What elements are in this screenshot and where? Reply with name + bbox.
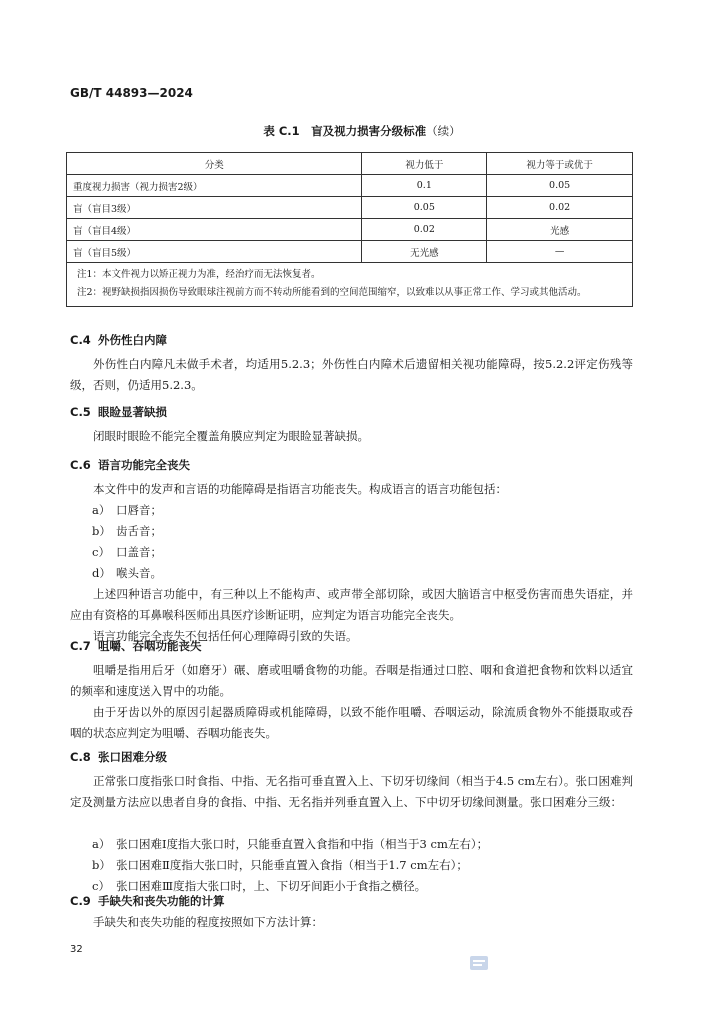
vision-grade-table	[66, 152, 633, 307]
table-cell: 无光感	[362, 241, 487, 263]
list-item-text: 张口困难Ⅲ度指大张口时，上、下切牙间距小于食指之横径。	[116, 879, 427, 893]
page-number: 32	[70, 944, 83, 955]
list-item	[92, 542, 162, 563]
table-caption	[0, 123, 724, 139]
section-heading-c8	[70, 749, 167, 765]
list-item-text: 口盖音；	[116, 545, 162, 559]
column-header: 分类	[67, 153, 362, 175]
table-cell: 0.05	[487, 175, 633, 197]
table-cell: —	[487, 241, 633, 263]
table-note	[77, 284, 622, 302]
section-number: C.9	[70, 894, 91, 908]
table-row	[67, 219, 633, 241]
list-item	[92, 500, 162, 521]
table-header-row	[67, 153, 633, 175]
section-number: C.6	[70, 458, 91, 472]
list-item-text: 口唇音；	[116, 503, 162, 517]
list-item-label: d）	[92, 566, 111, 580]
list-item	[92, 834, 488, 855]
list-item	[92, 521, 162, 542]
section-title: 外伤性白内障	[98, 333, 167, 347]
note-label: 注1：	[77, 269, 103, 280]
table-notes	[67, 263, 633, 307]
paragraph: 闭眼时眼睑不能完全覆盖角膜应判定为眼睑显著缺损。	[93, 429, 369, 443]
list-item	[92, 563, 162, 584]
note-label: 注2：	[77, 287, 103, 298]
table-cell: 0.02	[362, 219, 487, 241]
section-heading-c9	[70, 893, 225, 909]
publisher-logo-icon	[470, 956, 488, 970]
table-cell: 盲（盲目5级）	[67, 241, 362, 263]
list-item-label: b）	[92, 858, 111, 872]
table-caption-title: 表 C.1 盲及视力损害分级标准	[263, 124, 427, 138]
paragraph: 语言功能完全丧失不包括任何心理障碍引致的失语。	[93, 629, 358, 643]
section-heading-c7	[70, 638, 202, 654]
section-title: 咀嚼、吞咽功能丧失	[98, 639, 202, 653]
table-note	[77, 266, 622, 284]
section-number: C.7	[70, 639, 91, 653]
section-number: C.5	[70, 405, 91, 419]
table-row	[67, 197, 633, 219]
table-cell: 光感	[487, 219, 633, 241]
section-number: C.4	[70, 333, 91, 347]
table-row	[67, 241, 633, 263]
column-header: 视力低于	[362, 153, 487, 175]
table-notes-row	[67, 263, 633, 307]
column-header: 视力等于或优于	[487, 153, 633, 175]
table-row	[67, 175, 633, 197]
list-item-label: c）	[92, 545, 110, 559]
paragraph: 咀嚼是指用后牙（如磨牙）碾、磨或咀嚼食物的功能。吞咽是指通过口腔、咽和食道把食物和饮料以适宜的频率和速度送入胃中的功能。	[70, 663, 633, 698]
list-item-label: b）	[92, 524, 111, 538]
list-item-text: 张口困难Ⅱ度指大张口时，只能垂直置入食指（相当于1.7 cm左右）；	[116, 858, 468, 872]
paragraph: 外伤性白内障凡未做手术者，均适用5.2.3；外伤性白内障术后遗留相关视功能障碍，按5.2.2评定伤残等级，否则，仍适用5.2.3。	[70, 357, 633, 392]
section-number: C.8	[70, 750, 91, 764]
list-item-label: a）	[92, 503, 111, 517]
section-heading-c5	[70, 404, 167, 420]
table-cell: 0.02	[487, 197, 633, 219]
table-cell: 重度视力损害（视力损害2级）	[67, 175, 362, 197]
section-title: 张口困难分级	[98, 750, 167, 764]
paragraph: 手缺失和丧失功能的程度按照如下方法计算：	[93, 915, 323, 929]
note-text: 本文件视力以矫正视力为准，经治疗而无法恢复者。	[102, 269, 321, 280]
note-text: 视野缺损指因损伤导致眼球注视前方而不转动所能看到的空间范围缩窄，以致难以从事正常工作、学习或其他活动。	[102, 287, 587, 298]
section-title: 手缺失和丧失功能的计算	[98, 894, 225, 908]
paragraph: 本文件中的发声和言语的功能障碍是指语言功能丧失。构成语言的语言功能包括：	[93, 482, 507, 496]
list-item-label: c）	[92, 879, 110, 893]
section-title: 语言功能完全丧失	[98, 458, 190, 472]
section-heading-c6	[70, 457, 190, 473]
list-item-label: a）	[92, 837, 111, 851]
list-item-text: 喉头音。	[116, 566, 162, 580]
paragraph: 由于牙齿以外的原因引起器质障碍或机能障碍，以致不能作咀嚼、吞咽运动，除流质食物外不能摄取或吞咽的状态应判定为咀嚼、吞咽功能丧失。	[70, 705, 633, 740]
standard-code: GB/T 44893—2024	[70, 86, 193, 100]
table-cell: 0.05	[362, 197, 487, 219]
paragraph: 正常张口度指张口时食指、中指、无名指可垂直置入上、下切牙切缘间（相当于4.5 cm左右）。张口困难判定及测量方法应以患者自身的食指、中指、无名指并列垂直置入上、下中切牙切缘间测量。张口困难分三级：	[70, 774, 633, 809]
list-item-text: 张口困难Ⅰ度指大张口时，只能垂直置入食指和中指（相当于3 cm左右）；	[116, 837, 489, 851]
paragraph: 上述四种语言功能中，有三种以上不能构声、或声带全部切除，或因大脑语言中枢受伤害而患失语症，并应由有资格的耳鼻喉科医师出具医疗诊断证明，应判定为语言功能完全丧失。	[70, 587, 633, 622]
table-caption-continued: （续）	[426, 124, 461, 138]
table-cell: 0.1	[362, 175, 487, 197]
table-cell: 盲（盲目4级）	[67, 219, 362, 241]
list-item	[92, 855, 468, 876]
table-cell: 盲（盲目3级）	[67, 197, 362, 219]
list-item-text: 齿舌音；	[116, 524, 162, 538]
section-heading-c4	[70, 332, 167, 348]
section-title: 眼睑显著缺损	[98, 405, 167, 419]
